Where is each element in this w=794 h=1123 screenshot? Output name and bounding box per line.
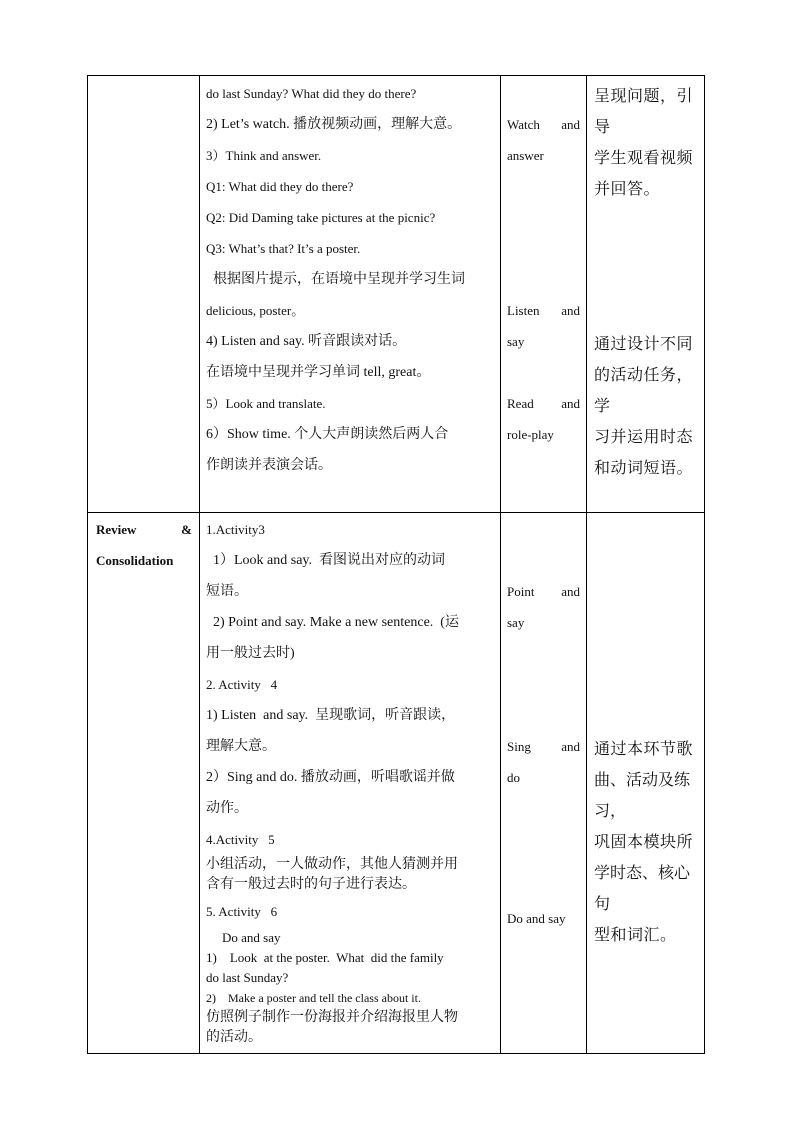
- activity-word: role-play: [507, 427, 554, 442]
- purpose-cell: [587, 513, 705, 1054]
- stage-label: &: [181, 522, 192, 537]
- procedure-line: 2) Point and say. Make a new sentence. (运: [206, 615, 459, 630]
- student-activity-cell: [501, 76, 587, 513]
- procedure-line: 根据图片提示，在语境中呈现并学习生词: [206, 272, 465, 287]
- procedure-line: 理解大意。: [206, 739, 276, 754]
- activity-word: and: [561, 396, 580, 411]
- purpose-line: 并回答。: [594, 179, 661, 198]
- procedure-line: 在语境中呈现并学习单词 tell, great。: [206, 365, 431, 380]
- procedure-line: 1）Look and say. 看图说出对应的动词: [206, 553, 446, 568]
- procedure-line: 4) Listen and say. 听音跟读对话。: [206, 334, 407, 349]
- activity-word: and: [561, 117, 580, 132]
- activity-word: Read: [507, 396, 534, 411]
- procedure-line: 2）Sing and do. 播放动画，听唱歌谣并做: [206, 770, 455, 785]
- activity-title: 2. Activity 4: [206, 677, 278, 692]
- stage-cell: [88, 513, 200, 1054]
- purpose-line: 学生观看视频: [594, 148, 694, 167]
- purpose-line: 通过本环节歌: [594, 739, 694, 758]
- activity-listen-line: [507, 295, 580, 326]
- procedure-line: 6）Show time. 个人大声朗读然后两人合: [206, 427, 449, 442]
- purpose-line: 型和词汇。: [594, 925, 677, 944]
- activity-word: Do and say: [507, 911, 566, 926]
- activity-word: and: [561, 303, 580, 318]
- procedure-line: 用一般过去时): [206, 646, 295, 661]
- lesson-plan-table: [87, 75, 705, 1054]
- student-activity-cell: [501, 513, 587, 1054]
- activity-word: say: [507, 334, 525, 349]
- purpose-line: 的活动任务，学: [594, 365, 694, 415]
- procedure-line: 作朗读并表演会话。: [206, 458, 332, 473]
- procedure-line: Q3: What’s that? It’s a poster.: [206, 241, 361, 256]
- procedure-line: 5）Look and translate.: [206, 396, 326, 411]
- activity-word: Sing: [507, 739, 531, 754]
- stage-label: Consolidation: [96, 553, 174, 568]
- procedure-cell: [200, 76, 501, 513]
- procedure-line: 动作。: [206, 801, 248, 816]
- activity-word: do: [507, 770, 520, 785]
- activity-sing-line: [507, 731, 580, 762]
- procedure-cell: [200, 513, 501, 1054]
- procedure-line: 1) Look at the poster. What did the family: [206, 950, 444, 965]
- stage-label-line: [96, 514, 192, 545]
- purpose-line: 巩固本模块所: [594, 832, 694, 851]
- procedure-line: do last Sunday? What did they do there?: [206, 86, 417, 101]
- activity-title: 4.Activity 5: [206, 832, 275, 847]
- stage-cell-empty: [88, 76, 200, 513]
- activity-word: Listen: [507, 303, 540, 318]
- purpose-line: 通过设计不同: [594, 334, 694, 353]
- purpose-cell: [587, 76, 705, 513]
- activity-title: 5. Activity 6: [206, 904, 278, 919]
- purpose-line: 曲、活动及练习，: [594, 770, 691, 820]
- stage-label: Review: [96, 522, 137, 537]
- purpose-line: 呈现问题，引导: [594, 86, 694, 136]
- activity-word: say: [507, 615, 525, 630]
- activity-word: Watch: [507, 117, 540, 132]
- purpose-line: 和动词短语。: [594, 458, 694, 477]
- procedure-line: Q2: Did Daming take pictures at the picnic?: [206, 210, 436, 225]
- procedure-line: 含有一般过去时的句子进行表达。: [206, 877, 416, 892]
- activity-word: and: [561, 739, 580, 754]
- procedure-line: 2) Make a poster and tell the class about it.: [206, 991, 421, 1005]
- procedure-line: 仿照例子制作一份海报并介绍海报里人物: [206, 1010, 458, 1025]
- activity-read-line: [507, 388, 580, 419]
- purpose-line: 学时态、核心句: [594, 863, 691, 913]
- activity-title: 1.Activity3: [206, 522, 265, 537]
- activity-word: Point: [507, 584, 535, 599]
- procedure-line: 3）Think and answer.: [206, 148, 322, 163]
- procedure-line: do last Sunday?: [206, 970, 289, 985]
- procedure-line: 2) Let’s watch. 播放视频动画，理解大意。: [206, 117, 462, 132]
- activity-word: and: [561, 584, 580, 599]
- procedure-line: 小组活动，一人做动作，其他人猜测并用: [206, 857, 458, 872]
- activity-word: answer: [507, 148, 544, 163]
- procedure-line: 短语。: [206, 584, 248, 599]
- procedure-line: Q1: What did they do there?: [206, 179, 354, 194]
- activity-watch-line: [507, 109, 580, 140]
- activity-point-line: [507, 576, 580, 607]
- procedure-line: delicious, poster。: [206, 303, 305, 318]
- activity-subtitle: Do and say: [222, 930, 281, 945]
- table-row: [88, 76, 705, 513]
- procedure-line: 的活动。: [206, 1030, 262, 1045]
- purpose-line: 习并运用时态: [594, 427, 694, 446]
- procedure-line: 1) Listen and say. 呈现歌词，听音跟读，: [206, 708, 456, 723]
- table-row: [88, 513, 705, 1054]
